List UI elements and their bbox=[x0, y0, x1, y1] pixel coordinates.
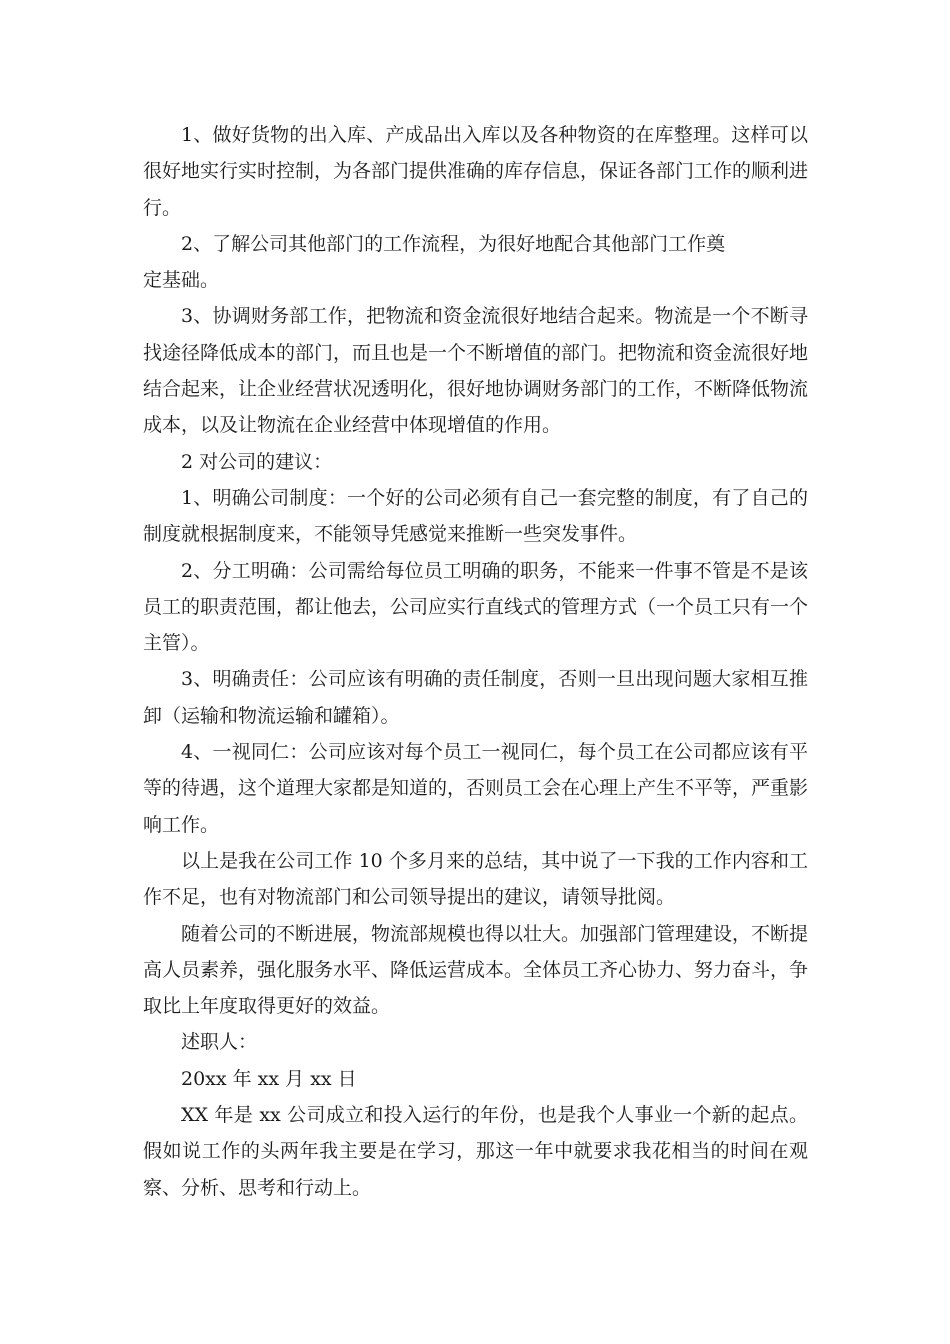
signature-label: 述职人： bbox=[181, 1031, 258, 1054]
paragraph: 以上是我在公司工作 10 个多月来的总结，其中说了一下我的工作内容和工作不足，也有对物流部门和公司领导提出的建议，请领导批阅。 bbox=[143, 849, 808, 909]
date-line: 20xx 年 xx 月 xx 日 bbox=[181, 1067, 357, 1090]
paragraph: 1、明确公司制度：一个好的公司必须有自己一套完整的制度，有了自己的制度就根据制度来，不能领导凭感觉来推断一些突发事件。 bbox=[143, 486, 808, 546]
paragraph: XX 年是 xx 公司成立和投入运行的年份，也是我个人事业一个新的起点。假如说工作的头两年我主要是在学习，那这一年中就要求我花相当的时间在观察、分析、思考和行动上。 bbox=[143, 1104, 808, 1199]
paragraph: 3、协调财务部工作，把物流和资金流很好地结合起来。物流是一个不断寻找途径降低成本的部门，而且也是一个不断增值的部门。把物流和资金流很好地结合起来，让企业经营状况透明化，很好地协调财务部门的工作，不断降低物流成本，以及让物流在企业经营中体现增值的作用。 bbox=[143, 305, 809, 437]
paragraph: 4、一视同仁：公司应该对每个员工一视同仁，每个员工在公司都应该有平等的待遇，这个道理大家都是知道的，否则员工会在心理上产生不平等，严重影响工作。 bbox=[143, 741, 809, 836]
paragraph: 定基础。 bbox=[143, 269, 220, 292]
paragraph: 3、明确责任：公司应该有明确的责任制度，否则一旦出现问题大家相互推卸（运输和物流运输和罐箱）。 bbox=[143, 668, 808, 727]
paragraph: 随着公司的不断进展，物流部规模也得以壮大。加强部门管理建设，不断提高人员素养，强化服务水平、降低运营成本。全体员工齐心协力、努力奋斗，争取比上年度取得更好的效益。 bbox=[143, 922, 809, 1018]
paragraph: 2、了解公司其他部门的工作流程，为很好地配合其他部门工作奠 bbox=[181, 232, 726, 255]
document-body bbox=[143, 117, 808, 1206]
section-heading: 2 对公司的建议： bbox=[181, 450, 333, 473]
paragraph: 2、分工明确：公司需给每位员工明确的职务，不能来一件事不管是不是该员工的职责范围，都让他去，公司应实行直线式的管理方式（一个员工只有一个主管）。 bbox=[143, 559, 809, 655]
paragraph: 1、做好货物的出入库、产成品出入库以及各种物资的在库整理。这样可以很好地实行实时控制，为各部门提供准确的库存信息，保证各部门工作的顺利进行。 bbox=[143, 124, 809, 219]
